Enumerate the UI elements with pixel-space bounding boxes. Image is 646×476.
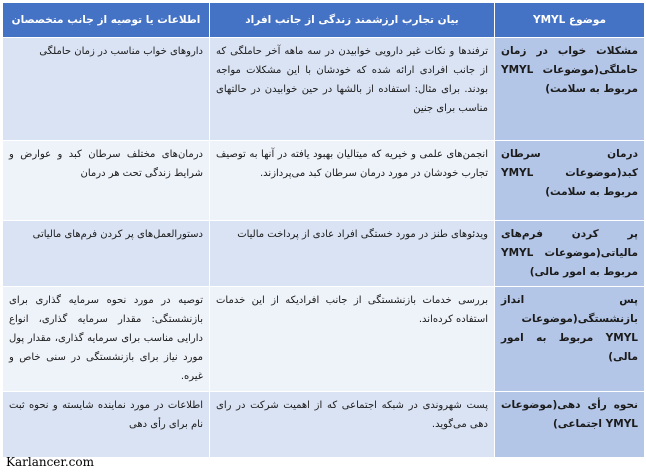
experience-cell: ترفندها و نکات غیر دارویی خوابیدن در سه ماهه آخر حاملگی که از جانب افرادی ارائه شده که خودشان با این مشکلات مواجه بودند. برای مثال: استفاده از بالشها در حین خوابیدن در حالتهای مناسب برای جنین [210,38,495,141]
ymyl-table [2,2,645,458]
expert-cell: داروهای خواب مناسب در زمان حاملگی [3,38,210,141]
experience-cell: بررسی خدمات بازنشستگی از جانب افرادیکه از این خدمات استفاده کرده‌اند. [210,287,495,392]
topic-cell: پر کردن فرم‌های مالیاتی(موضوعات YMYL مربوط به امور مالی) [495,221,645,287]
topic-cell: نحوه رأی دهی(موضوعات YMYL اجتماعی) [495,392,645,458]
table-row [3,38,645,141]
expert-cell: توصیه در مورد نحوه سرمایه گذاری برای بازنشستگی: مقدار سرمایه گذاری، انواع دارایی مناسب برای سرمایه گذاری، مقدار پول مورد نیاز برای بازنشستگی در سنی خاص و غیره. [3,287,210,392]
experience-cell: انجمن‌های علمی و خیریه که میتالیان بهبود یافته در آنها به توصیف تجارب خودشان در مورد درمان سرطان کبد می‌پردازند. [210,141,495,221]
header-experience: بیان تجارب ارزشمند زندگی از جانب افراد [210,3,495,38]
table-row [3,287,645,392]
header-expert: اطلاعات یا توصیه از جانب متخصصان [3,3,210,38]
expert-cell: درمان‌های مختلف سرطان کبد و عوارض و شرایط زندگی تحت هر درمان [3,141,210,221]
experience-cell: ویدئوهای طنز در مورد خستگی افراد عادی از پرداخت مالیات [210,221,495,287]
topic-cell: مشکلات خواب در زمان حاملگی(موضوعات YMYL مربوط به سلامت) [495,38,645,141]
topic-cell: پس انداز بازنشستگی(موضوعات YMYL مربوط به امور مالی) [495,287,645,392]
source-watermark: Karlancer.com [6,455,94,469]
table-row [3,392,645,458]
expert-cell: اطلاعات در مورد نماینده شایسته و نحوه ثبت نام برای رأی دهی [3,392,210,458]
table-row [3,141,645,221]
table-row [3,221,645,287]
expert-cell: دستورالعمل‌های پر کردن فرم‌های مالیاتی [3,221,210,287]
header-row [3,3,645,38]
topic-cell: درمان سرطان کبد(موضوعات YMYL مربوط به سلامت) [495,141,645,221]
experience-cell: پست شهروندی در شبکه اجتماعی که از اهمیت شرکت در رای دهی می‌گوید. [210,392,495,458]
header-topic: موضوع YMYL [495,3,645,38]
